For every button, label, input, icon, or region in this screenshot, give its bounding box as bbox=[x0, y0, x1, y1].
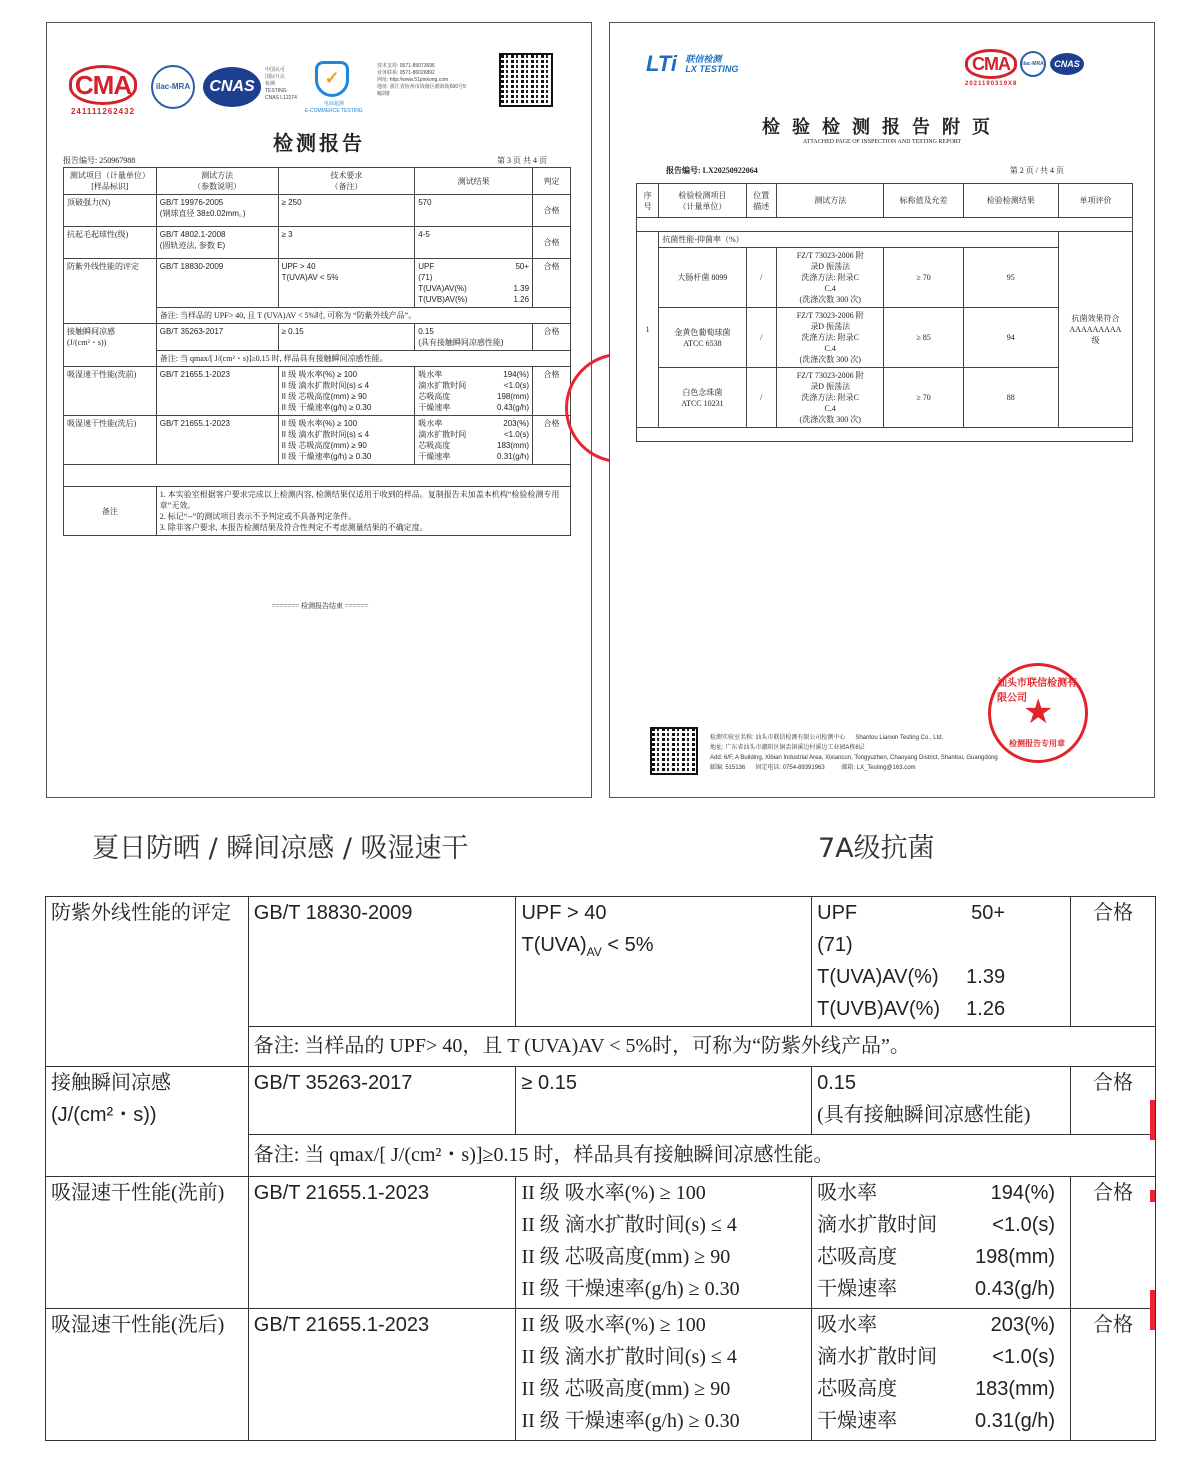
seal-edge-mark bbox=[1150, 1190, 1155, 1202]
remarks-row bbox=[64, 487, 571, 536]
standard-cell: ≥ 70 bbox=[884, 248, 963, 308]
header-item: 检验检测项目 （计量单位） bbox=[659, 184, 746, 218]
method-cell: GB/T 19976-2005 (钢球直径 38±0.02mm。) bbox=[156, 195, 278, 227]
result-cell: 0.15 (具有接触瞬间凉感性能) bbox=[415, 324, 533, 351]
header-result: 检验检测结果 bbox=[963, 184, 1058, 218]
method-cell: GB/T 21655.1-2023 bbox=[156, 416, 278, 465]
verdict-cell: 合格 bbox=[1071, 1309, 1156, 1441]
table-row bbox=[64, 227, 571, 259]
requirement-cell: ≥ 3 bbox=[278, 227, 415, 259]
result-cell: 4-5 bbox=[415, 227, 533, 259]
method-cell: GB/T 4802.1-2008 (圆轨迹法, 参数 E) bbox=[156, 227, 278, 259]
attached-page-2 bbox=[609, 22, 1155, 798]
header-standard: 标称值及允差 bbox=[884, 184, 963, 218]
header-evaluation: 单项评价 bbox=[1058, 184, 1132, 218]
item-cell: 防紫外线性能的评定 bbox=[64, 259, 157, 324]
organism-cell: 金黄色葡萄球菌 ATCC 6538 bbox=[659, 308, 746, 368]
item-cell: 顶破强力(N) bbox=[64, 195, 157, 227]
method-cell: GB/T 35263-2017 bbox=[156, 324, 278, 351]
method-cell: GB/T 21655.1-2023 bbox=[156, 367, 278, 416]
enlarged-results-table bbox=[45, 896, 1156, 1441]
requirement-cell: II 级 吸水率(%) ≥ 100 II 级 滴水扩散时间(s) ≤ 4 II 级 芯吸高度(mm) ≥ 90 II 级 干燥速率(g/h) ≥ 0.30 bbox=[516, 1309, 812, 1441]
report-number: 报告编号: LX20250922064 bbox=[666, 166, 758, 175]
table-row bbox=[46, 897, 1156, 1027]
seal-company-name: 汕头市联信检测有限公司 bbox=[997, 678, 1077, 704]
item-cell: 吸湿速干性能(洗前) bbox=[46, 1177, 249, 1309]
result-cell: 吸水率 194(%) 滴水扩散时间 <1.0(s) 芯吸高度 198(mm) 干燥速率 0.43(g/h) bbox=[415, 367, 533, 416]
caption-features: 夏日防晒 / 瞬间凉感 / 吸湿速干 bbox=[92, 833, 469, 864]
requirement-cell: II 级 吸水率(%) ≥ 100 II 级 滴水扩散时间(s) ≤ 4 II 级 芯吸高度(mm) ≥ 90 II 级 干燥速率(g/h) ≥ 0.30 bbox=[278, 416, 415, 465]
method-cell: GB/T 18830-2009 bbox=[248, 897, 516, 1027]
verdict-cell: 合格 bbox=[533, 416, 571, 465]
seal-label: 检测报告专用章 bbox=[1009, 739, 1065, 748]
requirement-cell: ≥ 0.15 bbox=[278, 324, 415, 351]
table-row bbox=[46, 1177, 1156, 1309]
item-cell: 接触瞬间凉感 (J/(cm²・s)) bbox=[46, 1067, 249, 1177]
requirement-cell: UPF > 40 $T(UVA)_{AV} < 5\%$ bbox=[516, 897, 812, 1027]
table-row bbox=[64, 259, 571, 308]
table-header-row bbox=[64, 168, 571, 195]
official-red-seal bbox=[988, 663, 1088, 763]
requirement-cell: II 级 吸水率(%) ≥ 100 II 级 滴水扩散时间(s) ≤ 4 II 级 芯吸高度(mm) ≥ 90 II 级 干燥速率(g/h) ≥ 0.30 bbox=[278, 367, 415, 416]
seq-cell: 1 bbox=[637, 232, 659, 428]
position-cell: / bbox=[746, 248, 776, 308]
position-cell: / bbox=[746, 368, 776, 428]
lab-footer-info: 检测实验室名称: 汕头市联信检测有限公司检测中心 Shantou Lianxin Testing Co., Ltd. 地址: 广东省汕头市潮阳区铜盂镇溪边村溪边工业园A栋6层 Add: 6/F, A Building, Xibian Industrial Area, Xixiancun, Tongyuzhen, Chaoyang District, Shantou, Guangdong 邮编: 515136 固定电话: 0754-89391963 邮箱: LX_Testing@163.com bbox=[710, 735, 998, 771]
requirement-cell: ≥ 0.15 bbox=[516, 1067, 812, 1135]
result-cell: 570 bbox=[415, 195, 533, 227]
cma-logo bbox=[69, 65, 137, 116]
report-end-line: ======= 检测报告结束 ====== bbox=[271, 602, 369, 610]
report-number: 报告编号: 250967988 bbox=[63, 156, 136, 165]
lx-testing-logo bbox=[646, 51, 738, 77]
note-cell: 备注: 当 qmax/[ J/(cm²・s)]≥0.15 时，样品具有接触瞬间凉感性能。 bbox=[248, 1135, 1155, 1177]
method-cell: FZ/T 73023-2006 附 录D 振荡法 洗涤方法: 附录C C.4 (洗涤次数 300 次) bbox=[776, 368, 884, 428]
requirement-cell: II 级 吸水率(%) ≥ 100 II 级 滴水扩散时间(s) ≤ 4 II 级 芯吸高度(mm) ≥ 90 II 级 干燥速率(g/h) ≥ 0.30 bbox=[516, 1177, 812, 1309]
evaluation-cell: 抗菌效果符合 AAAAAAAAA 级 bbox=[1058, 232, 1132, 428]
test-report-page-3 bbox=[46, 22, 592, 798]
cnas-logo: CNAS bbox=[203, 67, 261, 107]
contact-info: 技术支持: 0571-85073696 业务联系: 0571-86026892 网址: http://www.51pinkong.com 地址: 浙江省杭州市钱塘区鼎海街600号5 幢2楼 bbox=[377, 63, 466, 97]
page-number: 第 2 页 / 共 4 页 bbox=[1009, 166, 1064, 175]
table-row bbox=[637, 308, 1133, 368]
remarks-text: 1. 本实验室根据客户要求完成以上检测内容, 检测结果仅适用于收到的样品。复制报告未加盖本机构“检验检测专用章”无效。 2. 标记“--”的测试项目表示不予判定或不具备判定条件。 3. 除非客户要求, 本报告检测结果及符合性判定不考虑测量结果的不确定度。 bbox=[156, 487, 570, 536]
lx-logo-cn: 联信检测 bbox=[685, 54, 722, 64]
table-row bbox=[46, 1309, 1156, 1441]
table-row bbox=[637, 248, 1133, 308]
section-row bbox=[637, 232, 1133, 248]
verdict-cell: 合格 bbox=[533, 324, 571, 351]
star-icon: ★ bbox=[1023, 694, 1054, 731]
remarks-label: 备注 bbox=[64, 487, 157, 536]
verdict-cell: 合格 bbox=[533, 195, 571, 227]
cnas-text: 中国认可 国际互认 检测 TESTING CNAS L12274 bbox=[265, 67, 297, 101]
attached-page-subtitle: ATTACHED PAGE OF INSPECTION AND TESTING REPORT bbox=[802, 139, 962, 145]
result-cell: 吸水率 203(%) 滴水扩散时间 <1.0(s) 芯吸高度 183(mm) 干燥速率 0.31(g/h) bbox=[415, 416, 533, 465]
table-row bbox=[46, 1067, 1156, 1135]
header-verdict: 判定 bbox=[533, 168, 571, 195]
method-cell: GB/T 21655.1-2023 bbox=[248, 1309, 516, 1441]
result-cell: 88 bbox=[963, 368, 1058, 428]
note-cell: 备注: 当样品的 UPF> 40, 且 T (UVA)AV < 5%时, 可称为 “防紫外线产品”。 bbox=[156, 308, 570, 324]
method-cell: GB/T 18830-2009 bbox=[156, 259, 278, 308]
cma-number: 241111262432 bbox=[70, 107, 136, 116]
note-cell: 备注: 当样品的 UPF> 40，且 T (UVA)AV < 5%时，可称为“防紫外线产品”。 bbox=[248, 1027, 1155, 1067]
verdict-cell: 合格 bbox=[533, 259, 571, 308]
ecommerce-testing-text: 电商超测 E-COMMERCE TESTING bbox=[305, 101, 363, 114]
blank-row bbox=[64, 465, 571, 487]
requirement-cell: UPF > 40 T(UVA)AV < 5% bbox=[278, 259, 415, 308]
result-cell: 94 bbox=[963, 308, 1058, 368]
method-cell: GB/T 21655.1-2023 bbox=[248, 1177, 516, 1309]
result-cell: 95 bbox=[963, 248, 1058, 308]
item-cell: 抗起毛起球性(级) bbox=[64, 227, 157, 259]
organism-cell: 白色念珠菌 ATCC 10231 bbox=[659, 368, 746, 428]
standard-cell: ≥ 85 bbox=[884, 308, 963, 368]
method-cell: GB/T 35263-2017 bbox=[248, 1067, 516, 1135]
header-item: 测试项目（计量单位） [样品标识] bbox=[64, 168, 157, 195]
header-method: 测试方法 （参数说明） bbox=[156, 168, 278, 195]
verdict-cell: 合格 bbox=[1071, 1067, 1156, 1135]
header-position: 位置 描述 bbox=[746, 184, 776, 218]
section-cell: 抗菌性能-抑菌率（%） bbox=[659, 232, 1059, 248]
blank-row bbox=[637, 428, 1133, 442]
result-cell: 0.15 (具有接触瞬间凉感性能) bbox=[812, 1067, 1071, 1135]
table-row bbox=[637, 368, 1133, 428]
position-cell: / bbox=[746, 308, 776, 368]
header-result: 测试结果 bbox=[415, 168, 533, 195]
note-cell: 备注: 当 qmax/[ J/(cm²・s)]≥0.15 时, 样品具有接触瞬间凉感性能。 bbox=[156, 351, 570, 367]
organism-cell: 大肠杆菌 8099 bbox=[659, 248, 746, 308]
item-cell: 接触瞬间凉感 (J/(cm²・s)) bbox=[64, 324, 157, 367]
cnas-logo: CNAS bbox=[1050, 53, 1084, 75]
method-cell: FZ/T 73023-2006 附 录D 振荡法 洗涤方法: 附录C C.4 (洗涤次数 300 次) bbox=[776, 248, 884, 308]
verdict-cell: 合格 bbox=[1071, 897, 1156, 1027]
seal-edge-mark bbox=[1150, 1290, 1155, 1330]
verdict-cell: 合格 bbox=[533, 227, 571, 259]
method-cell: FZ/T 73023-2006 附 录D 振荡法 洗涤方法: 附录C C.4 (洗涤次数 300 次) bbox=[776, 308, 884, 368]
caption-antibacterial: 7A级抗菌 bbox=[818, 833, 935, 864]
cma-number: 2021190319X8 bbox=[965, 81, 1018, 87]
lx-logo-en: LX TESTING bbox=[685, 64, 739, 74]
blank-row bbox=[637, 218, 1133, 232]
qr-code bbox=[499, 53, 553, 107]
ilac-mra-logo: ilac-MRA bbox=[151, 65, 195, 109]
report-title: 检测报告 bbox=[273, 133, 365, 155]
item-cell: 吸湿速干性能(洗前) bbox=[64, 367, 157, 416]
table-header-row bbox=[637, 184, 1133, 218]
result-cell: UPF 50+ (71) T(UVA)AV(%) 1.39 T(UVB)AV(%) 1.26 bbox=[415, 259, 533, 308]
ilac-mra-logo: ilac-MRA bbox=[1020, 51, 1046, 77]
result-cell: 吸水率 194(%) 滴水扩散时间 <1.0(s) 芯吸高度 198(mm) 干燥速率 0.43(g/h) bbox=[812, 1177, 1071, 1309]
shield-check-icon: ✓ bbox=[315, 61, 349, 97]
results-table bbox=[63, 167, 571, 536]
item-cell: 吸湿速干性能(洗后) bbox=[64, 416, 157, 465]
cma-mark: CMA bbox=[69, 65, 137, 105]
verdict-cell: 合格 bbox=[533, 367, 571, 416]
item-cell: 防紫外线性能的评定 bbox=[46, 897, 249, 1067]
verdict-cell: 合格 bbox=[1071, 1177, 1156, 1309]
antibacterial-table bbox=[636, 183, 1133, 442]
item-cell: 吸湿速干性能(洗后) bbox=[46, 1309, 249, 1441]
cma-logo: CMA 2021190319X8 bbox=[965, 49, 1017, 87]
requirement-cell: ≥ 250 bbox=[278, 195, 415, 227]
table-row bbox=[64, 367, 571, 416]
standard-cell: ≥ 70 bbox=[884, 368, 963, 428]
result-cell: 吸水率 203(%) 滴水扩散时间 <1.0(s) 芯吸高度 183(mm) 干燥速率 0.31(g/h) bbox=[812, 1309, 1071, 1441]
attached-page-title: 检验检测报告附页 bbox=[762, 117, 1002, 137]
header-method: 测试方法 bbox=[776, 184, 884, 218]
header-seq: 序 号 bbox=[637, 184, 659, 218]
page-number: 第 3 页 共 4 页 bbox=[497, 156, 547, 165]
header-requirement: 技术要求 （备注） bbox=[278, 168, 415, 195]
seal-edge-mark bbox=[1150, 1100, 1155, 1140]
result-cell: UPF 50+ (71) T(UVA)AV(%) 1.39 T(UVB)AV(%) 1.26 bbox=[812, 897, 1071, 1027]
table-row bbox=[64, 195, 571, 227]
table-row bbox=[64, 324, 571, 351]
lx-logo-mark: LTi bbox=[646, 51, 677, 76]
qr-code bbox=[650, 727, 698, 775]
table-row bbox=[64, 416, 571, 465]
